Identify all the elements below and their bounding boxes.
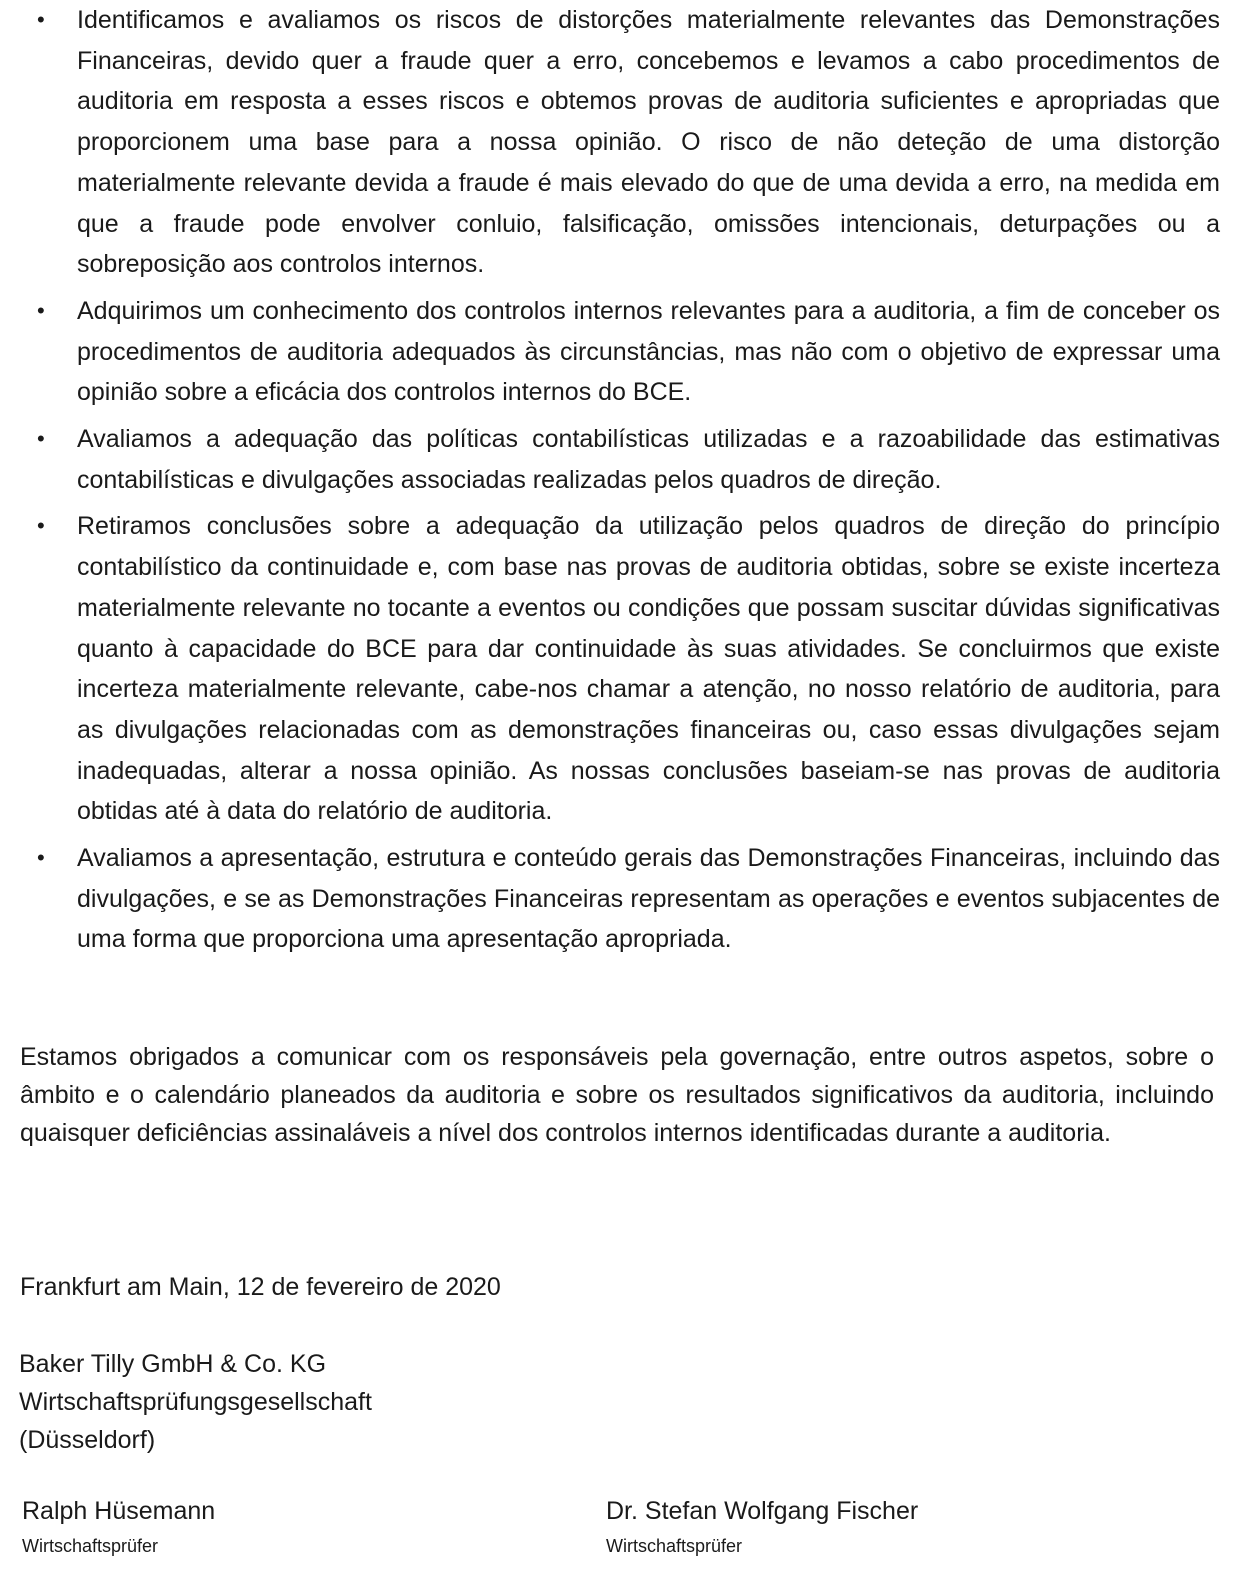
list-item [20,838,1220,960]
auditor-firm-block [19,1345,372,1459]
bullet-icon: • [37,845,45,871]
bullet-icon: • [37,513,45,539]
list-item [20,506,1220,832]
signatory-title: Wirtschaftsprüfer [606,1536,743,1556]
signatory-left [22,1492,215,1560]
bullet-text: Retiramos conclusões sobre a adequação da utilização pelos quadros de direção do princípio contabilístico da continuidade e, com base nas provas de auditoria obtidas, sobre se existe incerteza materialmente relevante no tocante a eventos ou condições que possam suscitar dúvidas significativas quanto à capacidade do BCE para dar continuidade às suas atividades. Se concluirmos que existe incerteza materialmente relevante, cabe-nos chamar a atenção, no nosso relatório de auditoria, para as divulgações relacionadas com as demonstrações financeiras ou, caso essas divulgações sejam inadequadas, alterar a nossa opinião. As nossas conclusões baseiam-se nas provas de auditoria obtidas até à data do relatório de auditoria. [77,512,1220,826]
bullet-icon: • [37,426,45,452]
bullet-icon: • [37,297,45,323]
audit-procedures-list [20,0,1220,966]
signatory-name: Ralph Hüsemann [22,1497,216,1525]
list-item [20,291,1220,413]
bullet-icon: • [37,7,45,32]
auditor-firm-type: Wirtschaftsprüfungsgesellschaft [19,1388,372,1416]
signatory-right [606,1492,918,1560]
bullet-text: Identificamos e avaliamos os riscos de distorções materialmente relevantes das Demonstrações Financeiras, devido quer a fraude quer a erro, concebemos e levamos a cabo procedimentos de auditoria em resposta a esses riscos e obtemos provas de auditoria suficientes e apropriadas que proporcionem uma base para a nossa opinião. O risco de não deteção de uma distorção materialmente relevante devida a fraude é mais elevado do que de uma devida a erro, na medida em que a fraude pode envolver conluio, falsificação, omissões intencionais, deturpações ou a sobreposição aos controlos internos. [77,6,1220,279]
auditor-firm-name: Baker Tilly GmbH & Co. KG [19,1350,327,1378]
bullet-text: Avaliamos a apresentação, estrutura e conteúdo gerais das Demonstrações Financeiras, incluindo das divulgações, e se as Demonstrações Financeiras representam as operações e eventos subjacentes de uma forma que proporciona uma apresentação apropriada. [77,844,1220,954]
bullet-text: Adquirimos um conhecimento dos controlos internos relevantes para a auditoria, a fim de conceber os procedimentos de auditoria adequados às circunstâncias, mas não com o objetivo de expressar uma opinião sobre a eficácia dos controlos internos do BCE. [77,296,1220,407]
signatory-name: Dr. Stefan Wolfgang Fischer [606,1497,919,1525]
list-item [20,0,1220,285]
place-date: Frankfurt am Main, 12 de fevereiro de 2020 [20,1273,501,1301]
governance-paragraph: Estamos obrigados a comunicar com os responsáveis pela governação, entre outros aspetos, sobre o âmbito e o calendário planeados da auditoria e sobre os resultados significativos da auditoria, incluindo quaisquer deficiências assinaláveis a nível dos controlos internos identificadas durante a auditoria. [20,1043,1214,1147]
signatory-title: Wirtschaftsprüfer [22,1536,159,1556]
list-item [20,419,1220,500]
auditor-firm-city: (Düsseldorf) [19,1426,156,1454]
bullet-text: Avaliamos a adequação das políticas contabilísticas utilizadas e a razoabilidade das estimativas contabilísticas e divulgações associadas realizadas pelos quadros de direção. [77,425,1220,494]
